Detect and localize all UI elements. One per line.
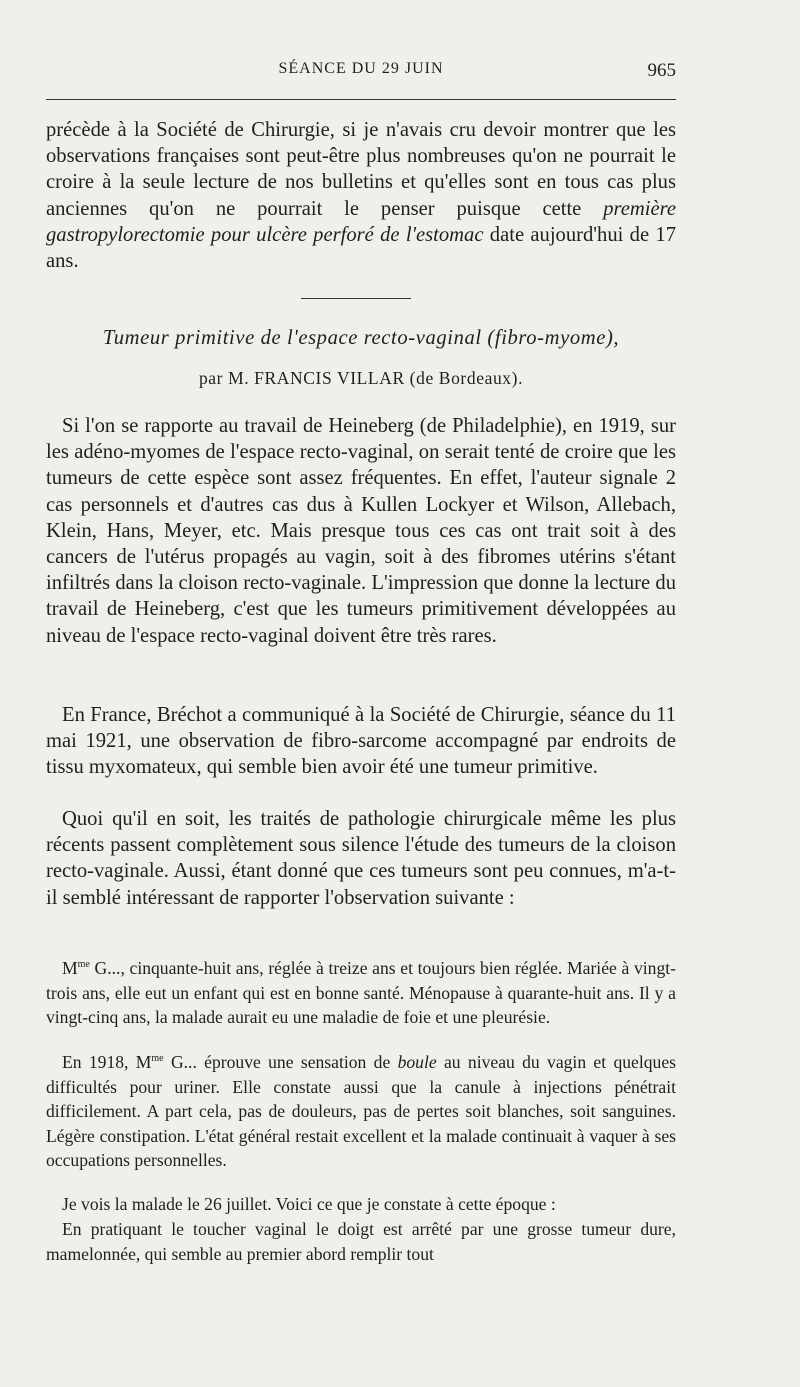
obs-prefix: En 1918, M [62, 1052, 152, 1072]
obs-prefix: M [62, 958, 78, 978]
body-paragraph: Quoi qu'il en soit, les traités de pathologie chirurgicale même les plus récents passent complètement sous silence l'étude des tumeurs de la cloison recto-vaginale. Aussi, étant donné que ces tumeurs sont peu connues, m'a-t-il semblé intéressant de rapporter l'observation suivante : [46, 808, 676, 909]
body-paragraph: En France, Bréchot a communiqué à la Société de Chirurgie, séance du 11 mai 1921, une observation de fibro-sarcome accompagné par endroits de tissu myxomateux, qui semble bien avoir été une tumeur primitive. [46, 704, 676, 779]
obs-superscript: me [151, 1053, 164, 1065]
section-rule [301, 298, 411, 299]
obs-text-a: G... éprouve une sensation de [163, 1052, 398, 1072]
intro-paragraph [46, 117, 676, 274]
observation-paragraph [46, 1050, 676, 1173]
intro-italic: première gastropylorectomie pour ulcère perforé de l'estomac [46, 197, 676, 246]
intro-text-a: précède à la Société de Chirurgie, si je n'avais cru devoir montrer que les observations françaises sont peut-être plus nombreuses qu'on ne pourrait le croire à la seule lecture de nos bulletins et qu'elles sont en tous cas plus anciennes qu'on ne pourrait le penser puisque cette [46, 119, 676, 220]
obs-text: G..., cinquante-huit ans, réglée à treize ans et toujours bien réglée. Mariée à vingt-trois ans, elle eut un enfant qui est en bonne santé. Ménopause à quarante-huit ans. Il y a vingt-cinq ans, la malade aurait eu une maladie de foie et une pleurésie. [46, 958, 676, 1027]
body-paragraph: Si l'on se rapporte au travail de Heineberg (de Philadelphie), en 1919, sur les adéno-myomes de l'espace recto-vaginal, on serait tenté de croire que les tumeurs de cette espèce sont assez fréquentes. En effet, l'auteur signale 2 cas personnels et d'autres cas dus à Kullen Lockyer et Wilson, Allebach, Klein, Hans, Meyer, etc. Mais presque tous ces cas ont trait soit à des cancers de l'utérus propagés au vagin, soit à des fibromes utérins s'étant infiltrés dans la cloison recto-vaginale. L'impression que donne la lecture du travail de Heineberg, c'est que les tumeurs primitivement développées au niveau de l'espace recto-vaginal doivent être très rares. [46, 415, 676, 647]
page-number: 965 [647, 60, 676, 81]
article-byline: par M. FRANCIS VILLAR (de Bordeaux). [198, 368, 524, 388]
intro-text-b: date aujourd'hui de 17 ans. [46, 223, 677, 273]
running-head [46, 60, 676, 84]
header-rule [46, 99, 676, 100]
obs-italic: boule [397, 1052, 437, 1072]
observation-paragraph [46, 956, 676, 1030]
obs-text-b: au niveau du vagin et quelques difficultés pour uriner. Elle constate aussi que la canule à injections pénétrait difficilement. A part cela, pas de douleurs, pas de pertes soit blanches, soit sanguines. Légère constipation. L'état général restait excellent et la malade continuait à vaquer à ses occupations personnelles. [46, 1052, 676, 1170]
article-title: Tumeur primitive de l'espace recto-vaginal (fibro-myome), [102, 327, 620, 349]
running-title: SÉANCE DU 29 JUIN [278, 60, 444, 77]
obs-superscript: me [77, 959, 90, 971]
observation-paragraph: Je vois la malade le 26 juillet. Voici ce que je constate à cette époque : [62, 1194, 556, 1214]
observation-paragraph: En pratiquant le toucher vaginal le doigt est arrêté par une grosse tumeur dure, mamelonnée, qui semble au premier abord remplir tout [46, 1219, 676, 1264]
